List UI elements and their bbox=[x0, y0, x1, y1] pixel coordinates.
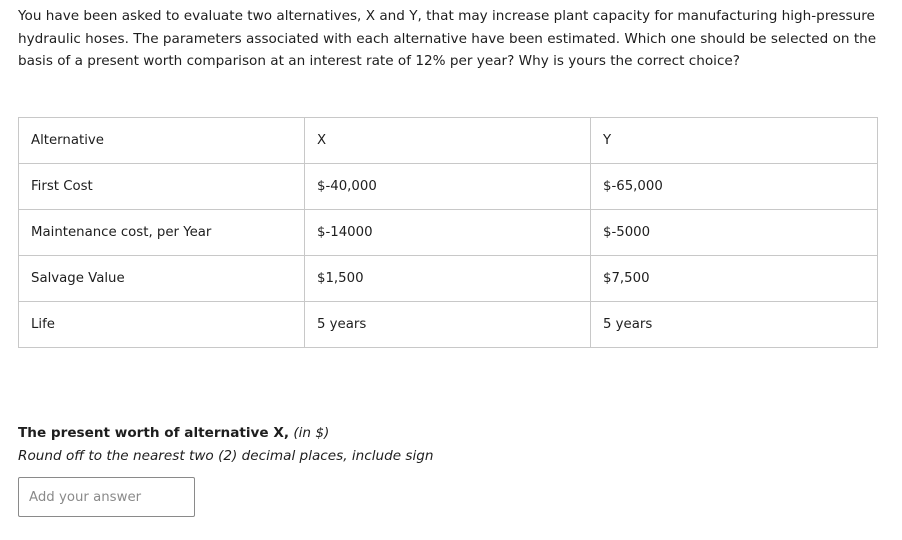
row-label: Maintenance cost, per Year bbox=[19, 210, 305, 256]
table-header-row bbox=[19, 118, 878, 164]
row-label: Salvage Value bbox=[19, 256, 305, 302]
parameters-table bbox=[18, 117, 878, 348]
prompt-instruction: Round off to the nearest two (2) decimal places, include sign bbox=[18, 448, 434, 464]
table-row-salvage-value bbox=[19, 256, 878, 302]
prompt-label: The present worth of alternative X, bbox=[18, 425, 289, 441]
answer-input[interactable] bbox=[18, 477, 195, 517]
table-row-first-cost bbox=[19, 164, 878, 210]
value-x: 5 years bbox=[305, 302, 591, 348]
table-row-maintenance-cost bbox=[19, 210, 878, 256]
row-label: Life bbox=[19, 302, 305, 348]
value-y: 5 years bbox=[591, 302, 878, 348]
table-row-life bbox=[19, 302, 878, 348]
header-cell-y: Y bbox=[591, 118, 878, 164]
value-y: $7,500 bbox=[591, 256, 878, 302]
value-x: $-14000 bbox=[305, 210, 591, 256]
header-cell-x: X bbox=[305, 118, 591, 164]
prompt-line bbox=[18, 422, 434, 445]
value-y: $-65,000 bbox=[591, 164, 878, 210]
row-label: First Cost bbox=[19, 164, 305, 210]
header-cell-alternative: Alternative bbox=[19, 118, 305, 164]
prompt-unit: (in $) bbox=[293, 425, 330, 441]
question-text: You have been asked to evaluate two alternatives, X and Y, that may increase plant capacity for manufacturing high-pressure hydraulic hoses. The parameters associated with each alternative have been estimated. Which one should be selected on the basis of a present worth comparison at an interest rate of 12% per year? Why is yours the correct choice? bbox=[18, 8, 877, 70]
answer-prompt bbox=[18, 422, 434, 468]
value-x: $1,500 bbox=[305, 256, 591, 302]
value-y: $-5000 bbox=[591, 210, 878, 256]
value-x: $-40,000 bbox=[305, 164, 591, 210]
